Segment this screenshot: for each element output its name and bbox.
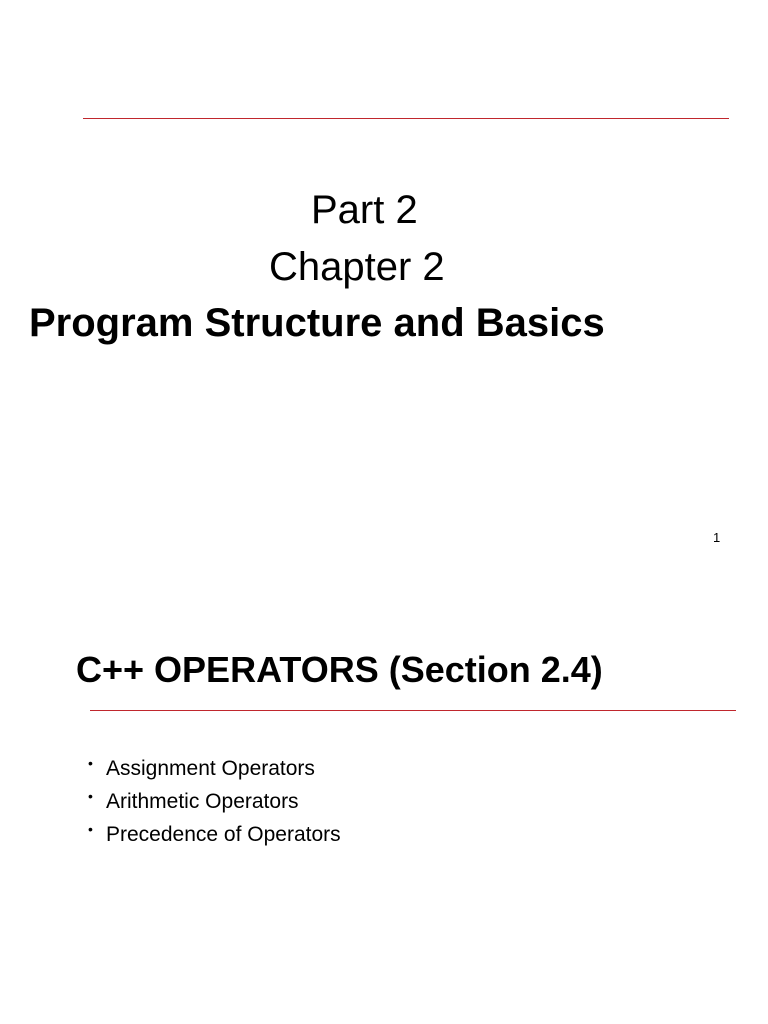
list-item <box>88 818 341 851</box>
bullet-icon: • <box>88 755 93 771</box>
section-title: C++ OPERATORS (Section 2.4) <box>76 649 603 690</box>
top-divider <box>83 118 729 119</box>
chapter-title: Program Structure and Basics <box>29 301 605 345</box>
section-divider <box>90 710 736 711</box>
list-item <box>88 785 341 818</box>
bullet-icon: • <box>88 788 93 804</box>
bullet-text: Arithmetic Operators <box>106 790 299 813</box>
bullet-text: Precedence of Operators <box>106 823 341 846</box>
bullet-icon: • <box>88 821 93 837</box>
list-item <box>88 752 341 785</box>
part-label: Part 2 <box>311 188 418 232</box>
bullet-list <box>88 752 341 851</box>
chapter-label: Chapter 2 <box>269 245 445 289</box>
page-number: 1 <box>713 530 721 545</box>
bullet-text: Assignment Operators <box>106 757 315 780</box>
